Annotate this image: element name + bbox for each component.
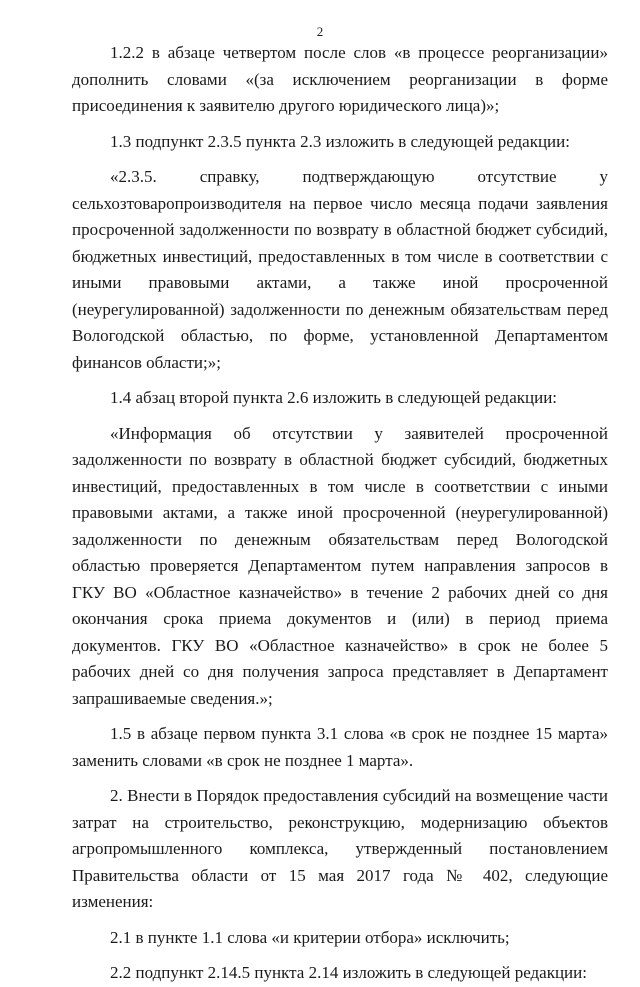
paragraph-1-5: 1.5 в абзаце первом пункта 3.1 слова «в срок не позднее 15 марта» заменить словами «в срок не позднее 1 марта».	[72, 724, 608, 770]
paragraph-2-2: 2.2 подпункт 2.14.5 пункта 2.14 изложить в следующей редакции:	[110, 963, 587, 982]
paragraph-2: 2. Внести в Порядок предоставления субсидий на возмещение части затрат на строительство, реконструкцию, модернизацию объектов агропромышленного комплекса, утвержденный постановлением Правительства области от 15 мая 2017 года № 402, следующие изменения:	[72, 786, 608, 911]
paragraph-2-6-quote: «Информация об отсутствии у заявителей просроченной задолженности по возврату в областной бюджет субсидий, бюджетных инвестиций, предоставленных в том числе в соответствии с иными правовыми актами, а также иной просроченной (неурегулированной) задолженности по денежным обязательствам перед Вологодской областью проверяется Департаментом путем направления запросов в ГКУ ВО «Областное казначейство» в течение 2 рабочих дней со дня окончания срока приема документов и (или) в период приема документов. ГКУ ВО «Областное казначейство» в срок не более 5 рабочих дней со дня получения запроса представляет в Департамент запрашиваемые сведения.»;	[72, 423, 608, 708]
document-body	[72, 40, 608, 987]
paragraph-1-4: 1.4 абзац второй пункта 2.6 изложить в следующей редакции:	[110, 388, 558, 407]
paragraph-1-2-2: 1.2.2 в абзаце четвертом после слов «в процессе реорганизации» дополнить словами «(за исключением реорганизации в форме присоединения к заявителю другого юридического лица)»;	[72, 43, 608, 115]
paragraph-2-3-5-quote: «2.3.5. справку, подтверждающую отсутствие у сельхозтоваропроизводителя на первое число месяца подачи заявления просроченной задолженности по возврату в областной бюджет субсидий, бюджетных инвестиций, предоставленных в том числе в соответствии с иными правовыми актами, а также иной просроченной (неурегулированной) задолженности по денежным обязательствам перед Вологодской областью, по форме, установленной Департаментом финансов области;»;	[72, 167, 608, 372]
paragraph-1-3: 1.3 подпункт 2.3.5 пункта 2.3 изложить в следующей редакции:	[110, 131, 570, 151]
page-number: 2	[316, 24, 324, 39]
paragraph-2-1: 2.1 в пункте 1.1 слова «и критерии отбора» исключить;	[110, 927, 510, 947]
